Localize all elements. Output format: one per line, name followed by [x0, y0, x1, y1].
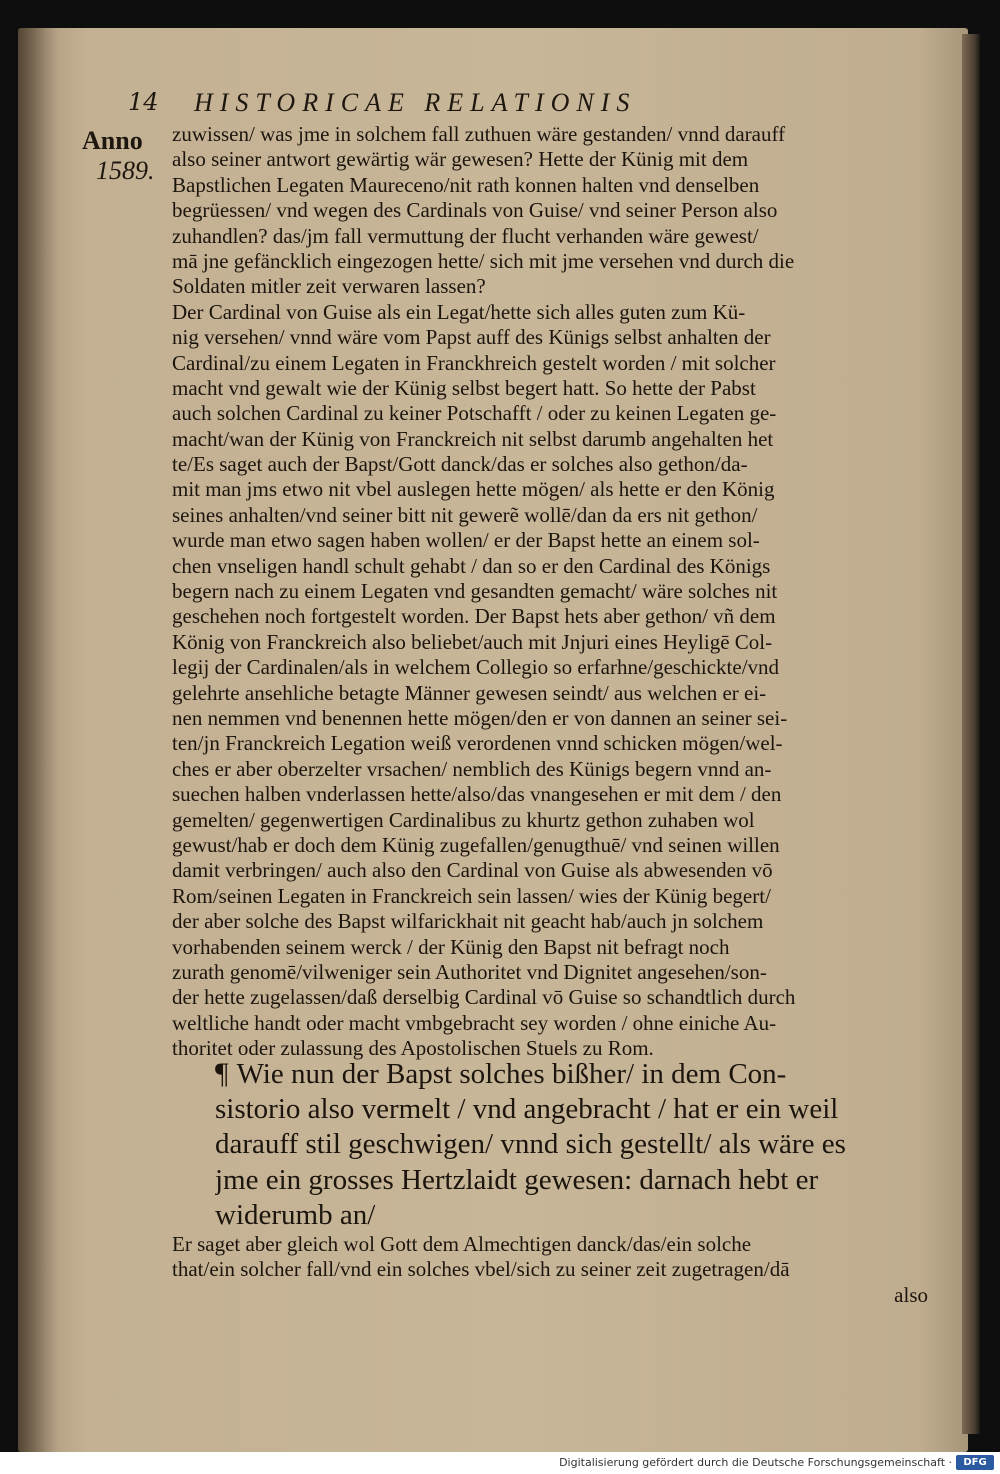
margin-anno: Anno — [82, 126, 143, 155]
margin-note — [82, 126, 162, 186]
catchword: also — [894, 1282, 928, 1307]
text-line: begern nach zu einem Legaten vnd gesandten gemacht/ wäre solches nit — [172, 579, 778, 604]
text-line: zuhandlen? das/jm fall vermuttung der flucht verhanden wäre gewest/ — [172, 223, 759, 248]
text-line: mā jne gefäncklich eingezogen hette/ sich mit jme versehen vnd durch die — [172, 248, 795, 273]
text-line: macht vnd gewalt wie der Künig selbst begert hatt. So hette der Pabst — [172, 375, 756, 400]
text-line: damit verbringen/ auch also den Cardinal von Guise als abwesenden vō — [172, 858, 773, 883]
running-title: HISTORICAE RELATIONIS — [194, 88, 637, 117]
gutter-shadow — [18, 28, 58, 1452]
text-line: Er saget aber gleich wol Gott dem Almechtigen danck/das/ein solche — [172, 1232, 752, 1256]
text-line: zuwissen/ was jme in solchem fall zuthuen wäre gestanden/ vnnd darauff — [172, 122, 786, 146]
dfg-logo-icon: DFG — [956, 1455, 994, 1470]
text-line: weltliche handt oder macht vmbgebracht sey worden / ohne einiche Au- — [172, 1010, 777, 1035]
text-line: jme ein grosses Hertzlaidt gewesen: darnach hebt er — [215, 1163, 819, 1196]
text-line: Der Cardinal von Guise als ein Legat/hette sich alles guten zum Kü- — [172, 299, 746, 324]
text-line: zurath genomē/vilweniger sein Authoritet vnd Dignitet angesehen/son- — [172, 959, 767, 984]
text-line: vorhabenden seinem werck / der Künig den Bapst nit befragt noch — [172, 934, 730, 959]
text-line: Cardinal/zu einem Legaten in Franckhreich gestelt worden / mit solcher — [172, 350, 776, 375]
page-header — [128, 88, 788, 122]
text-line: that/ein solcher fall/vnd ein solches vbel/sich zu seiner zeit zugetragen/dā — [172, 1257, 790, 1282]
text-line: auch solchen Cardinal zu keiner Potschafft / oder zu keinen Legaten ge- — [172, 401, 777, 426]
page-edge — [962, 34, 980, 1434]
text-line: also seiner antwort gewärtig wär gewesen? Hette der Künig mit dem — [172, 147, 749, 172]
highlighted-paragraph — [215, 1056, 945, 1234]
text-line: macht/wan der Künig von Franckreich nit selbst darumb angehalten het — [172, 426, 774, 451]
text-line: begrüessen/ vnd wegen des Cardinals von Guise/ vnd seiner Person also — [172, 198, 778, 223]
text-line: Soldaten mitler zeit verwaren lassen? — [172, 274, 486, 299]
text-line: darauff stil geschwigen/ vnnd sich gestellt/ als wäre es — [215, 1128, 846, 1160]
closing-text-block — [172, 1232, 934, 1308]
text-line: chen vnseligen handl schult gehabt / dan so er den Cardinal des Königs — [172, 553, 771, 578]
margin-year: 1589. — [96, 156, 155, 185]
text-line: gelehrte ansehliche betagte Männer gewesen seindt/ aus welchen er ei- — [172, 680, 767, 705]
text-line: ten/jn Franckreich Legation weiß verordenen vnnd schicken mögen/wel- — [172, 731, 783, 756]
text-line: ches er aber oberzelter vrsachen/ nemblich des Künigs begern vnnd an- — [172, 756, 772, 781]
text-line-content: Wie nun der Bapst solches bißher/ in dem Con- — [236, 1058, 787, 1090]
text-line: gewust/hab er doch dem Künig zugefallen/genugthuē/ vnd seinen willen — [172, 832, 780, 857]
text-line: nen nemmen vnd benennen hette mögen/den er von dannen an seiner sei- — [172, 705, 788, 730]
text-line: der aber solche des Bapst wilfarickhait nit geacht hab/auch jn solchem — [172, 909, 764, 934]
text-line: sistorio also vermelt / vnd angebracht / hat er ein weil — [215, 1092, 839, 1125]
text-line: seines anhalten/vnd seiner bitt nit gewerẽ wollē/dan da ers nit gethon/ — [172, 502, 758, 527]
text-line: suechen halben vnderlassen hette/also/das vnangesehen er mit dem / den — [172, 782, 782, 807]
pilcrow-mark: ¶ — [215, 1057, 229, 1090]
text-line — [215, 1056, 945, 1092]
footer-bar — [0, 1452, 1000, 1474]
text-line: wurde man etwo sagen haben wollen/ er der Bapst hette an einem sol- — [172, 528, 760, 553]
text-line: thoritet oder zulassung des Apostolischen Stuels zu Rom. — [172, 1036, 654, 1061]
text-line: legij der Cardinalen/als in welchem Collegio so erfarhne/geschickte/vnd — [172, 655, 780, 680]
text-line: geschehen noch fortgestelt worden. Der Bapst hets aber gethon/ vñ dem — [172, 604, 776, 629]
main-text-block — [172, 122, 932, 1061]
text-line: König von Franckreich also beliebet/auch mit Jnjuri eines Heyligē Col- — [172, 629, 773, 654]
text-line: widerumb an/ — [215, 1199, 376, 1231]
text-line: mit man jms etwo nit vbel auslegen hette mögen/ als hette er den König — [172, 477, 775, 502]
folio-number: 14 — [128, 88, 159, 116]
text-line: Rom/seinen Legaten in Franckreich sein lassen/ wies der Künig begert/ — [172, 883, 771, 908]
text-line: gemelten/ gegenwertigen Cardinalibus zu khurtz gethon zuhaben wol — [172, 807, 755, 832]
text-line: der hette zugelassen/daß derselbig Cardinal vō Guise so schandtlich durch — [172, 985, 796, 1010]
funding-credit: Digitalisierung gefördert durch die Deutsche Forschungsgemeinschaft · — [559, 1456, 952, 1469]
text-line: te/Es saget auch der Bapst/Gott danck/das er solches also gethon/da- — [172, 452, 748, 477]
text-line: Bapstlichen Legaten Maureceno/nit rath konnen halten vnd denselben — [172, 172, 760, 197]
text-line: nig versehen/ vnnd wäre vom Papst auff des Künigs selbst anhalten der — [172, 325, 771, 350]
